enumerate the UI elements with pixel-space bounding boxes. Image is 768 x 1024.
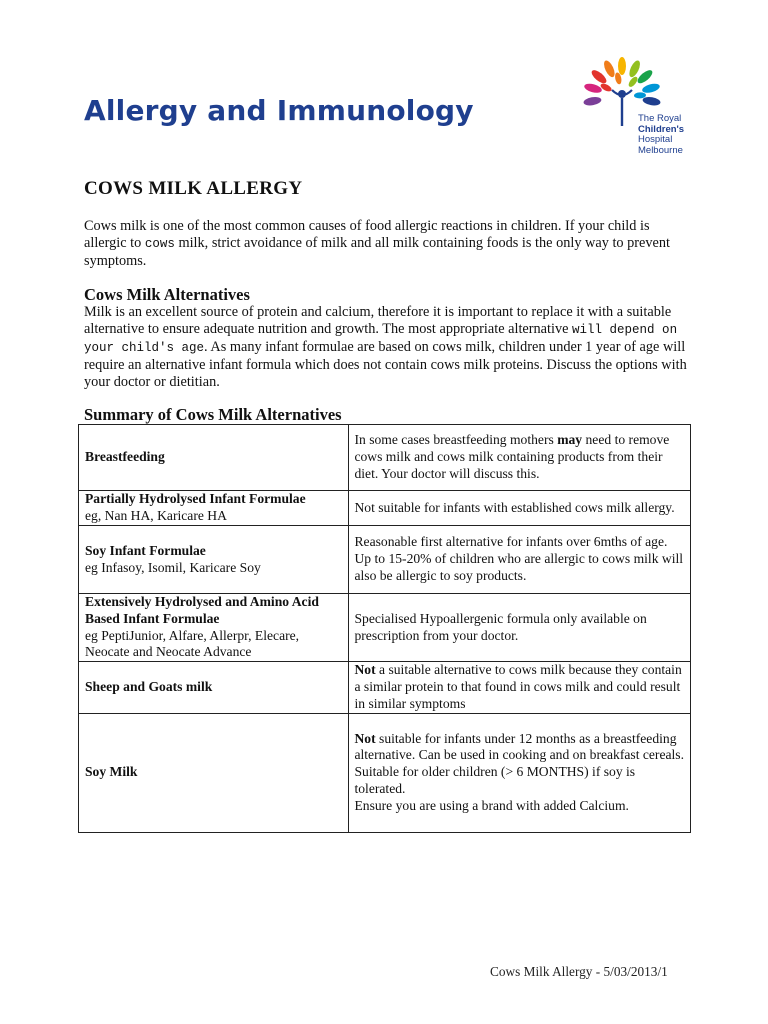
hospital-logo-text	[638, 114, 684, 156]
summary-heading: Summary of Cows Milk Alternatives	[84, 405, 342, 424]
alternative-name-cell	[79, 594, 349, 662]
table-row	[79, 594, 691, 662]
alternative-desc-bold: Not	[354, 730, 376, 746]
document-title: COWS MILK ALLERGY	[84, 178, 303, 199]
table-row	[79, 491, 691, 526]
table-row	[79, 662, 691, 713]
alternative-desc-cell	[349, 713, 691, 832]
alternatives-heading: Cows Milk Alternatives	[84, 285, 250, 304]
alternative-desc: suitable for infants under 12 months as a breastfeeding alternative. Can be used in cooking and on breakfast cereals.	[354, 730, 684, 763]
logo-line: The Royal	[638, 113, 682, 124]
intro-text: milk, strict avoidance of milk and all milk containing foods is the only way to prevent symptoms.	[84, 235, 671, 269]
alternatives-paragraph	[84, 304, 692, 391]
alternative-desc-bold: may	[557, 432, 583, 448]
alternative-desc-cell	[349, 662, 691, 713]
alternative-desc: Not suitable for infants with established cows milk allergy.	[354, 499, 675, 515]
alternatives-text: . As many infant formulae are based on cows milk, children under 1 year of age will require an alternative infant formula which does not contain cows milk proteins. Discuss the options with your doctor or dietitian.	[84, 339, 687, 390]
alternatives-text-mono: will depend on your child's age	[84, 323, 678, 355]
alternative-desc-cell	[349, 425, 691, 491]
alternative-desc: Specialised Hypoallergenic formula only available on prescription from your doctor.	[354, 610, 647, 643]
alternative-desc-bold: Not	[354, 662, 376, 678]
intro-text: Cows milk is one of the most common causes of food allergic reactions in children. If your child is allergic to	[84, 218, 650, 251]
logo-line: Hospital	[638, 134, 673, 145]
intro-text-mono: cows	[144, 237, 175, 251]
table-row	[79, 713, 691, 832]
alternative-desc: In some cases breastfeeding mothers	[354, 432, 558, 448]
table-row	[79, 526, 691, 594]
alternative-desc-cell	[349, 491, 691, 526]
intro-paragraph	[84, 218, 692, 270]
alternative-examples: eg Infasoy, Isomil, Karicare Soy	[85, 559, 261, 575]
alternative-desc-cell	[349, 526, 691, 594]
alternative-desc-cell	[349, 594, 691, 662]
alternative-name-cell	[79, 526, 349, 594]
logo-line: Melbourne	[638, 144, 683, 156]
alternative-name-cell	[79, 491, 349, 526]
alternative-name: Breastfeeding	[85, 449, 165, 465]
alternatives-text: Milk is an excellent source of protein and calcium, therefore it is important to replace it with a suitable alternative to ensure adequate nutrition and growth. The most appropriate alternative	[84, 304, 672, 337]
page-footer: Cows Milk Allergy - 5/03/2013/1	[490, 964, 668, 979]
alternative-examples: eg PeptiJunior, Alfare, Allerpr, Elecare, Neocate and Neocate Advance	[85, 627, 300, 660]
alternative-name: Sheep and Goats milk	[85, 678, 213, 694]
alternative-examples: eg, Nan HA, Karicare HA	[85, 508, 227, 523]
table-row	[79, 425, 691, 491]
alternative-name-cell	[79, 713, 349, 832]
alternative-name-cell	[79, 425, 349, 491]
alternative-desc: Up to 15-20% of children who are allergic to cows milk will also be allergic to soy products.	[354, 551, 684, 583]
alternative-desc: need to remove cows milk and cows milk containing products from their diet. Your doctor will discuss this.	[354, 432, 670, 481]
alternative-name: Partially Hydrolysed Infant Formulae	[85, 491, 306, 507]
alternatives-table	[78, 424, 691, 833]
alternative-desc: Suitable for older children (> 6 MONTHS) if soy is tolerated.	[354, 764, 636, 796]
alternative-desc: a suitable alternative to cows milk because they contain a similar protein to that found in cows milk and could result in similar symptoms	[354, 662, 682, 711]
department-title: Allergy and Immunology	[84, 94, 474, 127]
alternative-name: Soy Milk	[85, 764, 138, 780]
logo-line: Children's	[638, 123, 685, 135]
alternative-name: Extensively Hydrolysed and Amino Acid Based Infant Formulae	[85, 594, 319, 626]
alternative-name-cell	[79, 662, 349, 713]
alternative-name: Soy Infant Formulae	[85, 542, 206, 558]
alternative-desc: Reasonable first alternative for infants over 6mths of age.	[354, 534, 668, 550]
alternative-desc: Ensure you are using a brand with added Calcium.	[354, 797, 629, 813]
